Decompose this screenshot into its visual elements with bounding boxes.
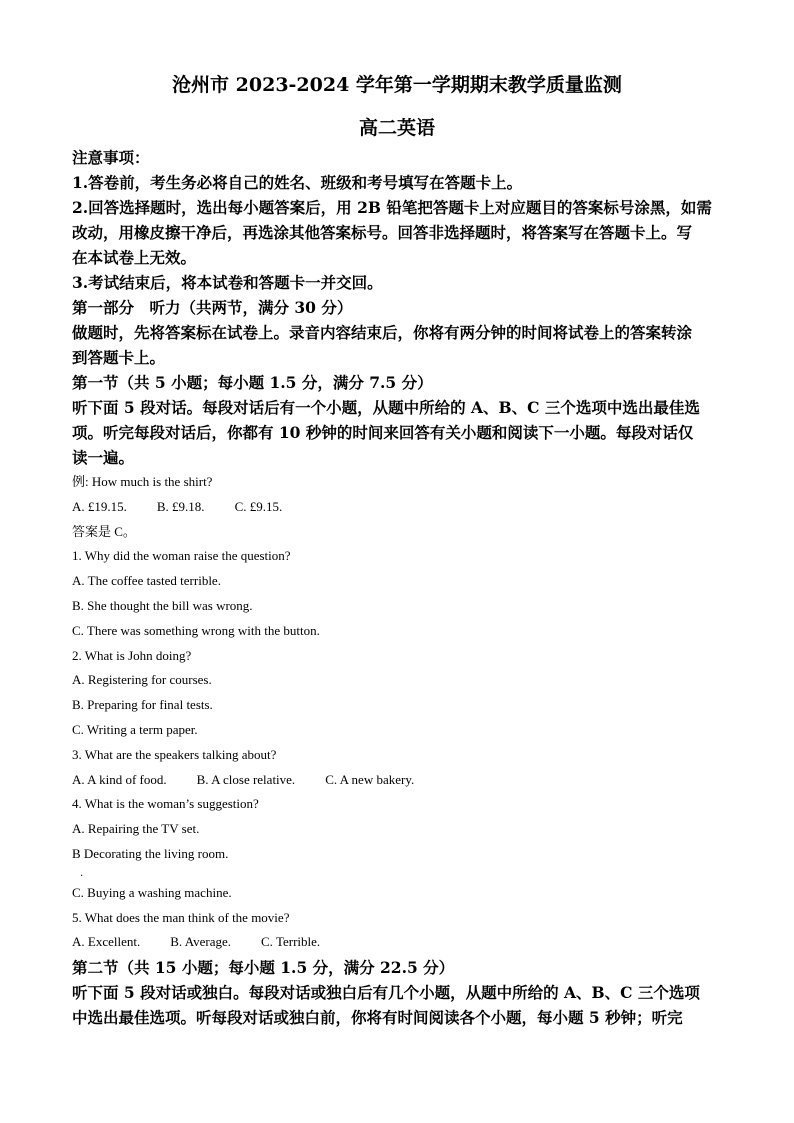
notice-heading: 注意事项：: [72, 148, 150, 167]
example-option-a: A. £19.15.: [72, 498, 127, 514]
q5-option-c: C. Terrible.: [261, 934, 321, 950]
notice-item-2-line-1: 2.回答选择题时，选出每小题答案后，用 2B 铅笔把答题卡上对应题目的答案标号涂黑，如需: [72, 198, 712, 217]
q5-options: [72, 930, 724, 955]
section2-heading: 第二节（共 15 小题；每小题 1.5 分，满分 22.5 分）: [72, 958, 455, 978]
q4-option-a: A. Repairing the TV set.: [72, 821, 200, 837]
q3-option-a: A. A kind of food.: [72, 771, 167, 787]
example-options: [72, 495, 724, 520]
stray-mark: .: [80, 867, 84, 879]
question-2: 2. What is John doing?: [72, 647, 192, 663]
example-option-b: B. £9.18.: [156, 498, 205, 514]
notice-item-2-line-2: 改动，用橡皮擦干净后，再选涂其他答案标号。回答非选择题时，将答案写在答题卡上。写: [72, 223, 693, 242]
q1-option-a: A. The coffee tasted terrible.: [72, 573, 221, 589]
question-1: 1. Why did the woman raise the question?: [72, 548, 291, 564]
q5-option-b: B. Average.: [170, 934, 232, 950]
q4-option-c: C. Buying a washing machine.: [72, 884, 232, 900]
q3-option-b: B. A close relative.: [196, 771, 296, 787]
section2-instr-line-2: 中选出最佳选项。听每段对话或独白前，你将有时间阅读各个小题，每小题 5 秒钟；听完: [72, 1008, 683, 1028]
question-4: 4. What is the woman’s suggestion?: [72, 796, 259, 812]
example-answer: 答案是 C。: [72, 523, 136, 539]
q3-options: [72, 768, 724, 793]
q2-option-b: B. Preparing for final tests.: [72, 697, 213, 713]
notice-item-3: 3.考试结束后，将本试卷和答题卡一并交回。: [72, 273, 383, 292]
part1-heading: 第一部分 听力（共两节，满分 30 分）: [72, 298, 353, 317]
part1-instr-line-2: 到答题卡上。: [72, 348, 166, 367]
section1-instr-line-1: 听下面 5 段对话。每段对话后有一个小题，从题中所给的 A、B、C 三个选项中选出最佳选: [72, 398, 700, 417]
section2-instr-line-1: 听下面 5 段对话或独白。每段对话或独白后有几个小题，从题中所给的 A、B、C 三个选项: [72, 983, 700, 1003]
q3-option-c: C. A new bakery.: [325, 771, 415, 787]
q2-option-a: A. Registering for courses.: [72, 672, 212, 688]
section1-heading: 第一节（共 5 小题；每小题 1.5 分，满分 7.5 分）: [72, 373, 433, 392]
q5-option-a: A. Excellent.: [72, 934, 141, 950]
q4-option-b: B Decorating the living room.: [72, 845, 229, 861]
example-question: 例: How much is the shirt?: [72, 474, 213, 489]
q1-option-b: B. She thought the bill was wrong.: [72, 597, 253, 613]
q2-option-c: C. Writing a term paper.: [72, 721, 198, 737]
exam-content: [72, 145, 724, 1030]
notice-item-2-line-3: 在本试卷上无效。: [72, 248, 197, 267]
exam-subtitle: 高二英语: [358, 117, 435, 139]
example-option-c: C. £9.15.: [234, 498, 283, 514]
q1-option-c: C. There was something wrong with the button.: [72, 622, 320, 638]
notice-item-1: 1.答卷前，考生务必将自己的姓名、班级和考号填写在答题卡上。: [72, 173, 523, 192]
section1-instr-line-2: 项。听完每段对话后，你都有 10 秒钟的时间来回答有关小题和阅读下一小题。每段对话仅: [72, 423, 694, 442]
section1-instr-line-3: 读一遍。: [72, 448, 135, 467]
question-5: 5. What does the man think of the movie?: [72, 909, 290, 925]
part1-instr-line-1: 做题时，先将答案标在试卷上。录音内容结束后，你将有两分钟的时间将试卷上的答案转涂: [72, 323, 693, 342]
exam-title: 沧州市 2023-2024 学年第一学期期末教学质量监测: [172, 74, 622, 96]
question-3: 3. What are the speakers talking about?: [72, 746, 277, 762]
